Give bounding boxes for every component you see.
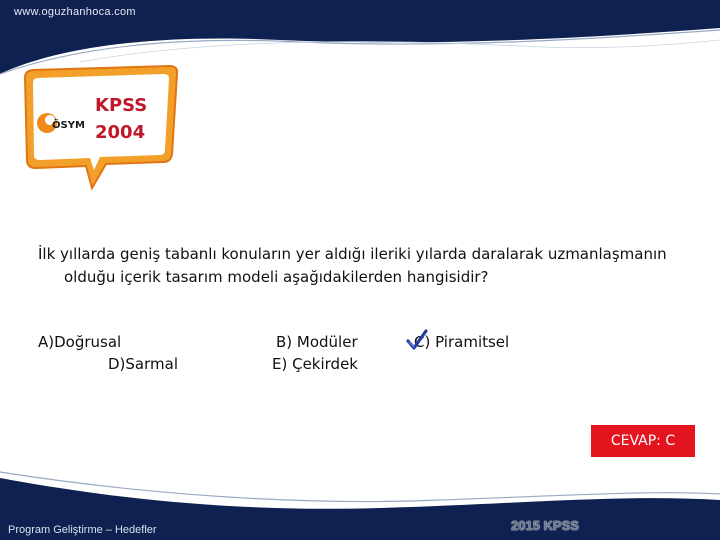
checkmark-icon: [406, 328, 428, 352]
site-url: www.oguzhanhoca.com: [14, 6, 136, 18]
option-a[interactable]: A)Doğrusal: [38, 333, 122, 351]
answer-label: CEVAP: C: [610, 433, 676, 449]
option-d[interactable]: D)Sarmal: [108, 355, 178, 373]
answer-button[interactable]: [591, 425, 695, 457]
option-c[interactable]: C) Piramitsel: [414, 333, 510, 351]
question-text: [38, 243, 698, 289]
osym-logo-icon: [36, 108, 96, 142]
option-e[interactable]: E) Çekirdek: [272, 355, 358, 373]
footer-topic: Program Geliştirme – Hedefler: [8, 524, 157, 536]
question-line-2: olduğu içerik tasarım modeli aşağıdakilerden hangisidir?: [64, 268, 489, 286]
osym-logo-text: ÖSYM: [52, 120, 85, 131]
header-swoosh-line-2: [80, 40, 720, 62]
question-line-1: İlk yıllarda geniş tabanlı konuların yer aldığı ileriki yılarda daralarak uzmanlaşmanın: [38, 245, 667, 263]
exam-title: [95, 92, 147, 146]
option-b[interactable]: B) Modüler: [276, 333, 358, 351]
exam-name: KPSS: [95, 95, 148, 116]
footer-exam-year: 2015 KPSS: [511, 518, 579, 533]
exam-year: 2004: [95, 122, 146, 143]
